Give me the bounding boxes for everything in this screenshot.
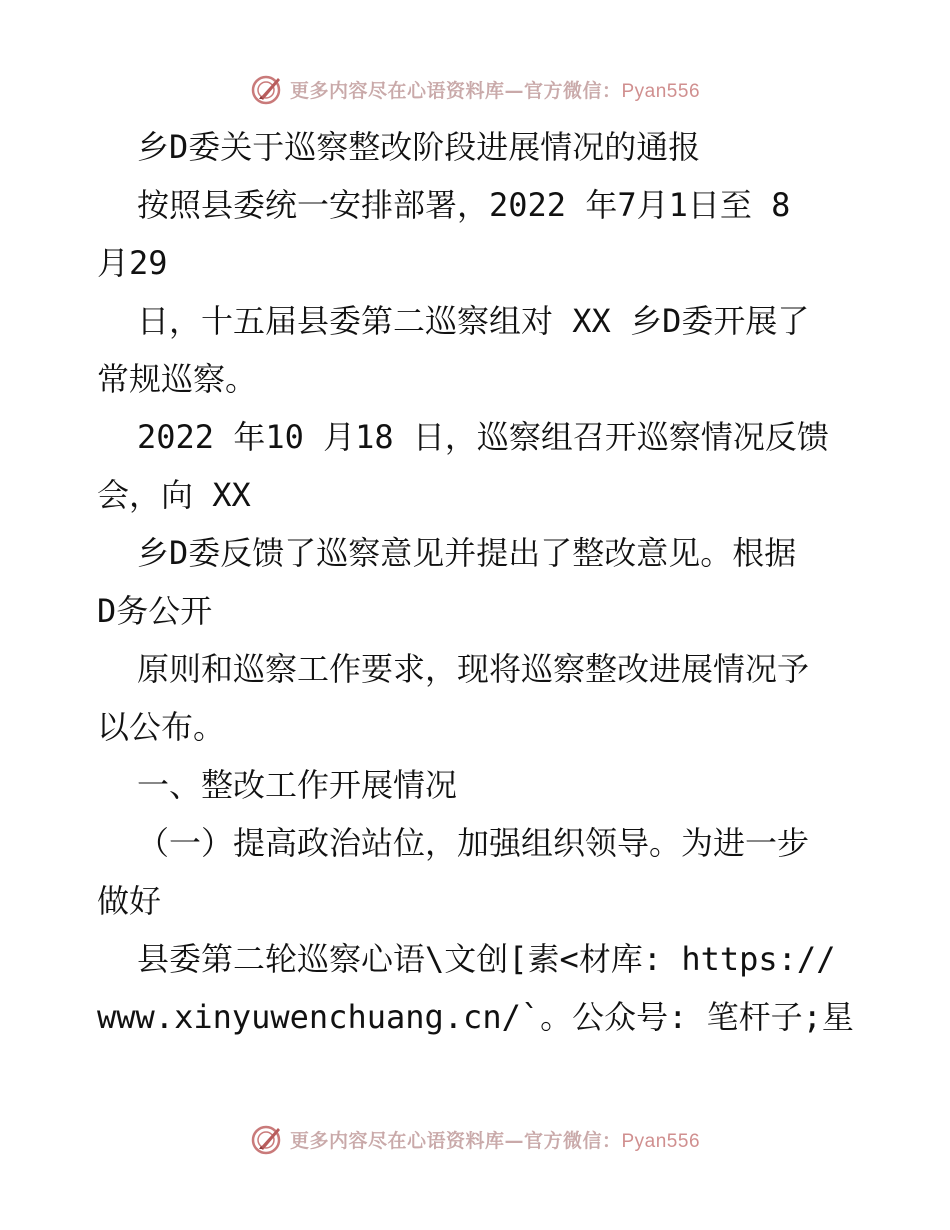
text-line: 乡D委反馈了巡察意见并提出了整改意见。根据 (137, 534, 797, 572)
text-line: 会，向 XX (97, 476, 251, 514)
text-line: （一）提高政治站位，加强组织领导。为进一步 (137, 824, 810, 862)
quill-pen-seal-icon (250, 1122, 284, 1156)
text-line: www.xinyuwenchuang.cn/`。公众号: 笔杆子;星 (97, 998, 854, 1036)
text-line: 以公布。 (97, 708, 226, 746)
text-line: 原则和巡察工作要求，现将巡察整改进展情况予 (137, 650, 810, 688)
text-line: 日，十五届县委第二巡察组对 XX 乡D委开展了 (137, 302, 810, 340)
text-line: D务公开 (97, 592, 213, 630)
text-line: 一、整改工作开展情况 (137, 766, 458, 804)
text-line: 常规巡察。 (97, 360, 258, 398)
text-line: 按照县委统一安排部署，2022 年7月1日至 8 (137, 186, 791, 224)
watermark-label: 更多内容尽在心语资料库—官方微信：Pyan556 (289, 79, 701, 102)
text-line: 月29 (97, 244, 168, 282)
watermark-footer (0, 1122, 950, 1156)
document-body (97, 118, 857, 1046)
text-line: 县委第二轮巡察心语\文创[素<材库: https:// (137, 940, 836, 978)
text-line: 2022 年10 月18 日，巡察组召开巡察情况反馈 (137, 418, 829, 456)
watermark-label: 更多内容尽在心语资料库—官方微信：Pyan556 (289, 1129, 701, 1152)
text-line: 乡D委关于巡察整改阶段进展情况的通报 (137, 128, 701, 166)
watermark-header (0, 72, 950, 106)
text-line: 做好 (97, 882, 162, 920)
quill-pen-seal-icon (250, 72, 284, 106)
